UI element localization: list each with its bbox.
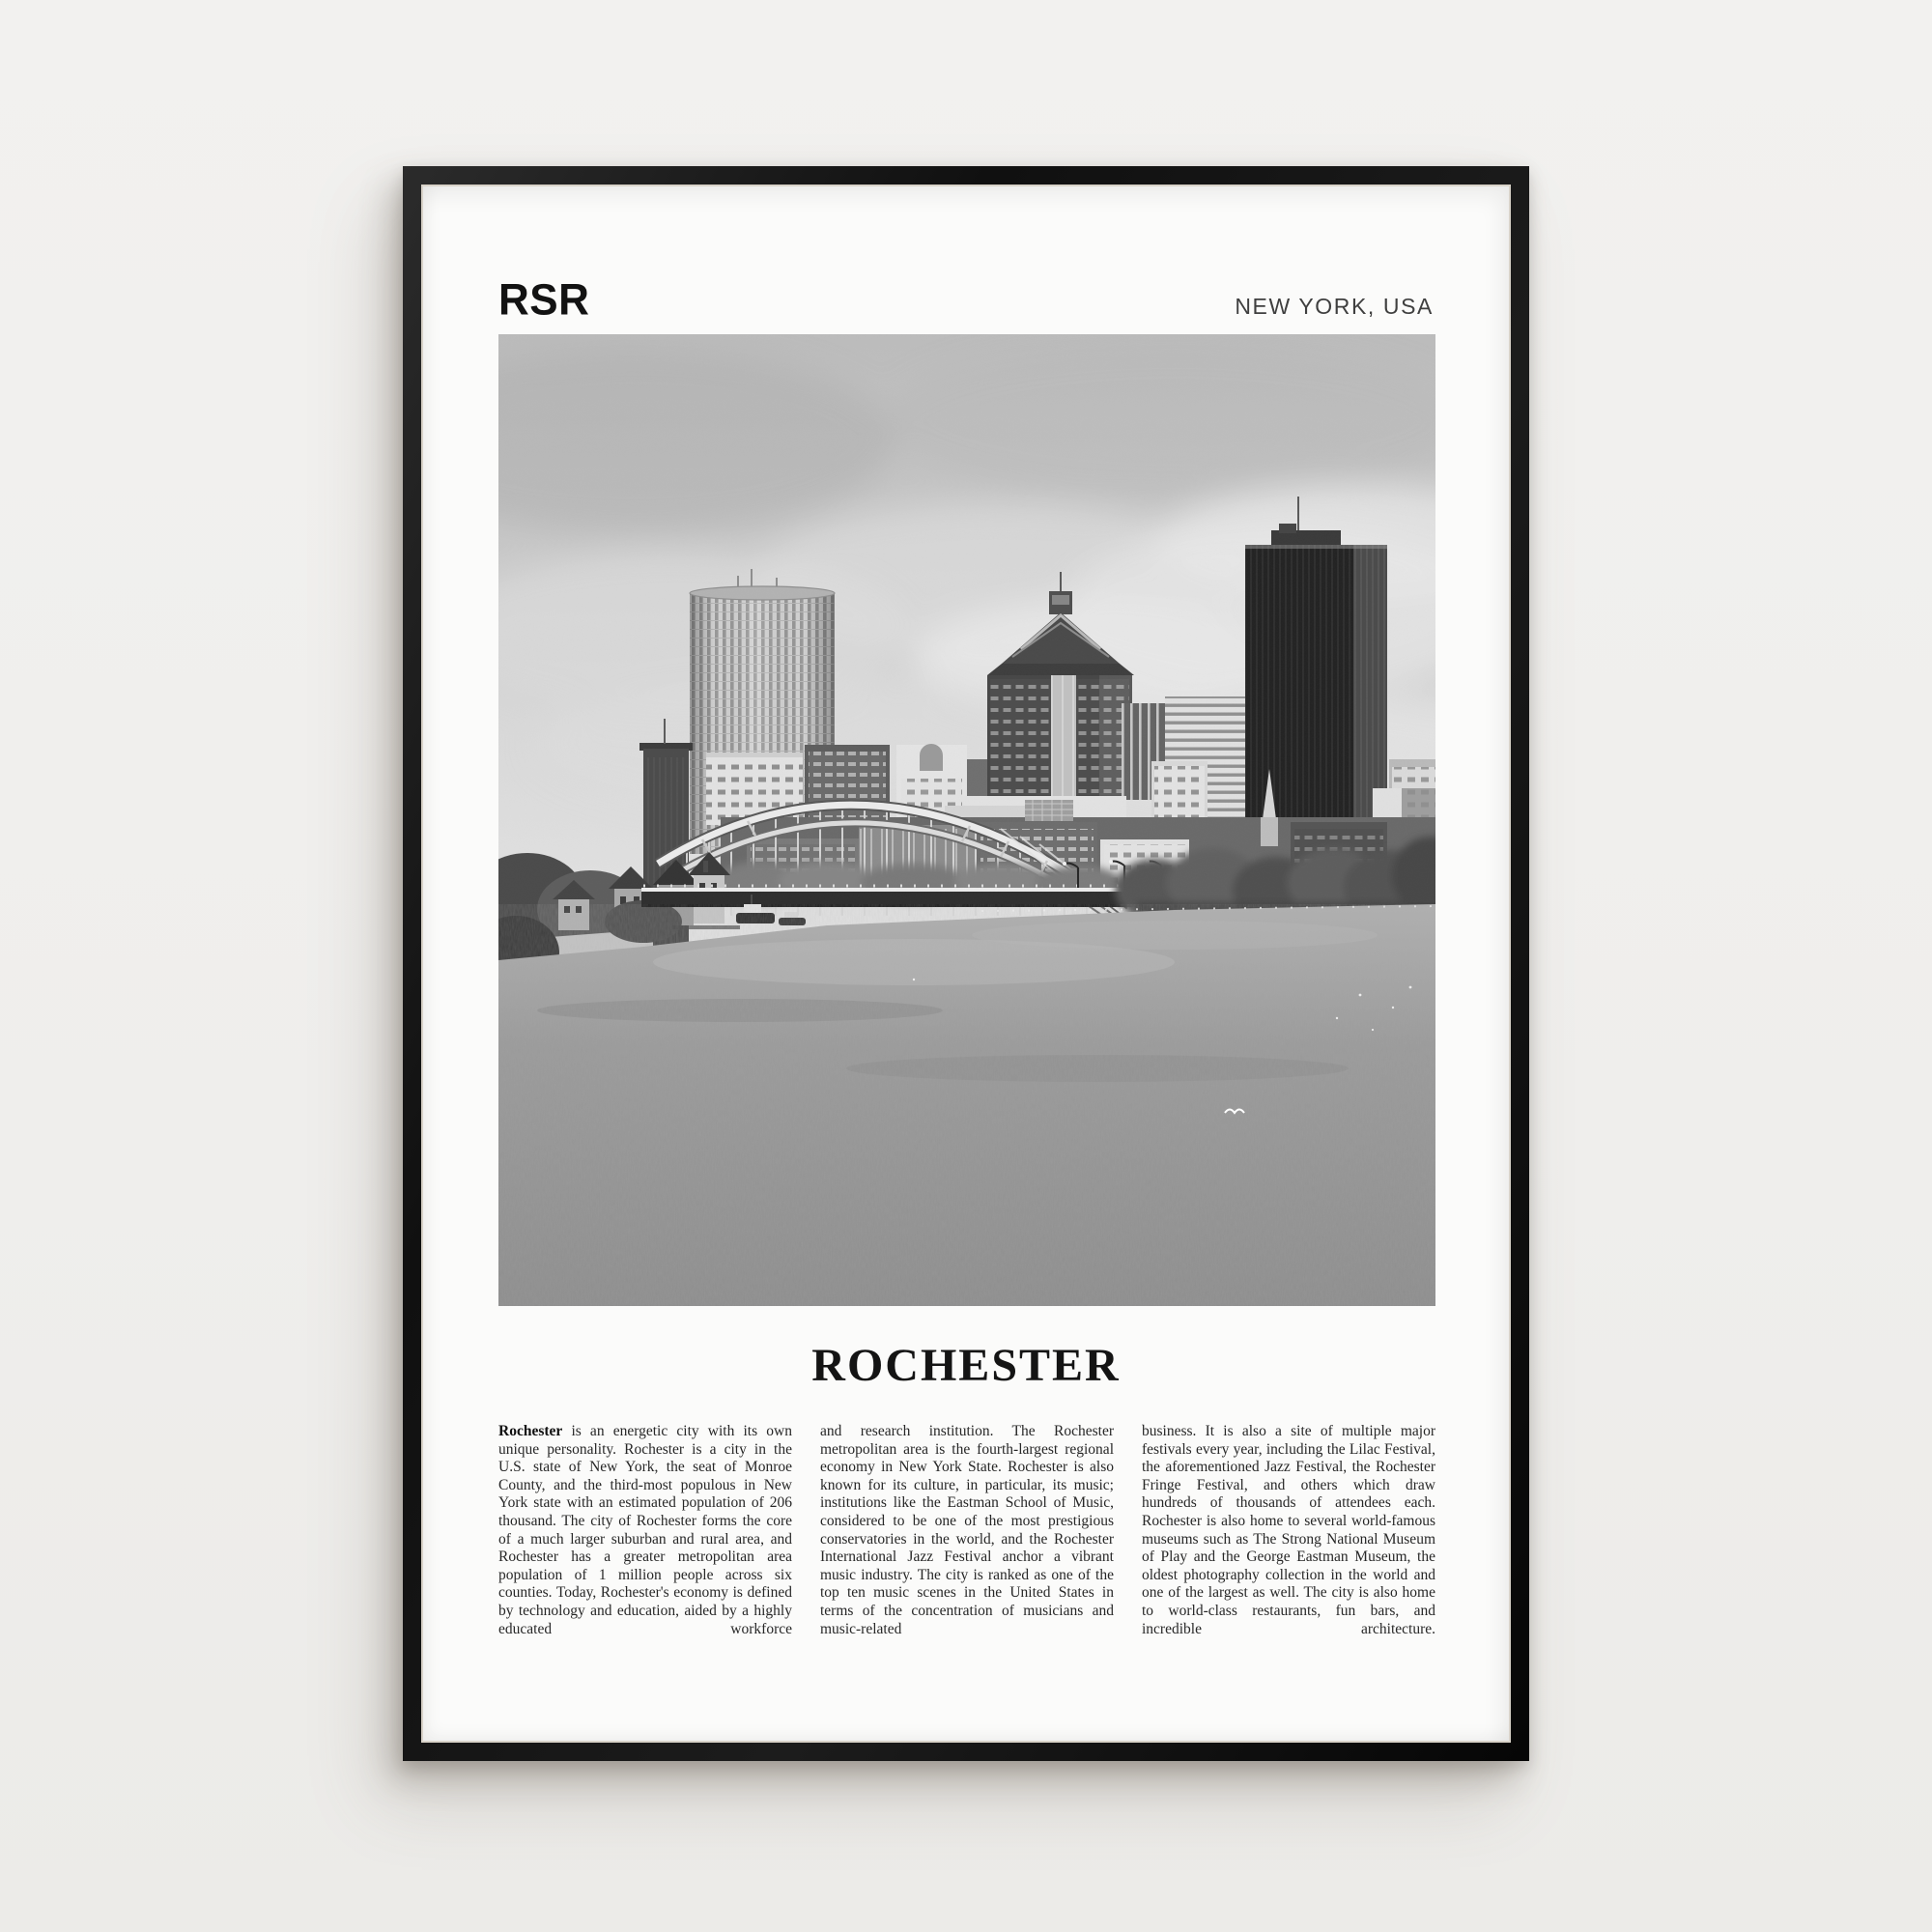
- lead-word: Rochester: [498, 1423, 563, 1439]
- frame-inner-lip: [421, 185, 1511, 1743]
- skyline-photo: [498, 334, 1435, 1306]
- picture-frame: [403, 166, 1529, 1761]
- body-column-3: business. It is also a site of multiple major festivals every year, including the Lilac Festival, the aforementioned Jazz Festival, the Rochester Fringe Festival, and others which draw hundreds of thousands of attendees each. Rochester is also home to several world-famous museums such as The Strong National Museum of Play and the George Eastman Museum, the oldest photography collection in the world and one of the largest as well. The city is also home to world-class restaurants, fun bars, and incredible architecture.: [1142, 1423, 1435, 1637]
- brand-logo: RSR: [498, 275, 590, 325]
- body-column-2: and research institution. The Rochester metropolitan area is the fourth-largest regional economy in New York State. Rochester is also known for its culture, in particular, its music; institutions like the Eastman School of Music, considered to be one of the most prestigious conservatories in the world, and the Rochester International Jazz Festival anchor a vibrant music industry. The city is ranked as one of the top ten music scenes in the United States in terms of the concentration of musicians and music-related: [820, 1423, 1114, 1637]
- film-grain: [498, 334, 1435, 1306]
- body-text: [498, 1423, 1435, 1638]
- poster-header: [498, 271, 1434, 325]
- poster: [423, 186, 1509, 1741]
- location-label: NEW YORK, USA: [1235, 294, 1434, 319]
- body-column-1: Rochester is an energetic city with its own unique personality. Rochester is a city in the U.S. state of New York, the seat of Monroe County, and the third-most populous in New York state with an estimated population of 206 thousand. The city of Rochester forms the core of a much larger suburban and rural area, and Rochester has a greater metropolitan area population of 1 million people across six counties. Today, Rochester's economy is defined by technology and education, aided by a highly educated workforce: [498, 1423, 792, 1637]
- poster-title: ROCHESTER: [811, 1340, 1121, 1391]
